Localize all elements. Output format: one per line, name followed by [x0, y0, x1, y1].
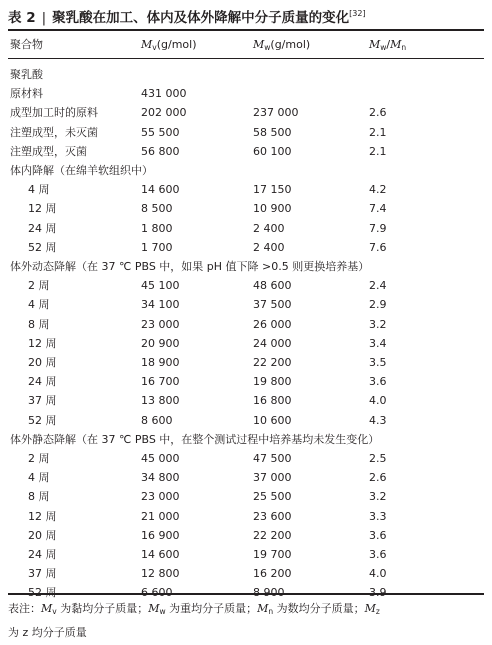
cell-mv: 13 800 [141, 394, 180, 408]
header-ratio-sub2: n [401, 43, 407, 52]
cell-mv: 18 900 [141, 356, 180, 369]
cell-ratio: 3.6 [369, 548, 387, 561]
cell-ratio: 2.1 [369, 125, 387, 139]
title-text: 聚乳酸在加工、体内及体外降解中分子质量的变化 [52, 10, 350, 26]
cell-ratio: 3.6 [369, 528, 387, 542]
header-ratio-sym1: M [369, 38, 381, 51]
cell-label: 24 周 [28, 375, 57, 389]
cell-mv: 45 100 [141, 279, 180, 293]
cell-label: 4 周 [28, 183, 50, 197]
header-mv-unit: (g/mol) [156, 38, 197, 51]
cell-label: 24 周 [28, 548, 57, 561]
cell-mv: 1 700 [141, 240, 173, 254]
header-mv-sub: v [152, 43, 157, 52]
note-mw-symbol: M [148, 602, 160, 615]
cell-mv: 14 600 [141, 548, 180, 561]
table-title [8, 6, 366, 26]
cell-label: 20 周 [28, 356, 57, 369]
cell-mv: 16 700 [141, 375, 180, 389]
header-mv-symbol: M [141, 38, 153, 51]
cell-mw: 237 000 [253, 106, 299, 120]
cell-mv: 56 800 [141, 144, 180, 158]
note-mn-sub: n [268, 607, 274, 616]
title-reference: [32] [349, 9, 366, 18]
cell-label: 20 周 [28, 528, 57, 542]
cell-ratio: 3.6 [369, 375, 387, 389]
cell-ratio: 2.1 [369, 144, 387, 158]
cell-mv: 8 600 [141, 413, 173, 427]
cell-ratio: 3.4 [369, 336, 387, 350]
cell-mw: 10 600 [253, 413, 292, 427]
note-mv-symbol: M [41, 602, 53, 615]
table-number: 表 2 [8, 10, 36, 26]
header-mw-unit: (g/mol) [270, 38, 311, 51]
table-note [8, 598, 484, 643]
cell-label: 24 周 [28, 221, 57, 235]
cell-label: 8 周 [28, 490, 50, 504]
note-mz-symbol: M [364, 602, 376, 615]
cell-mv: 16 900 [141, 528, 180, 542]
cell-mv: 202 000 [141, 106, 187, 120]
cell-mw: 2 400 [253, 240, 285, 254]
cell-ratio: 3.2 [369, 490, 387, 504]
header-ratio [369, 33, 406, 59]
cell-mv: 23 000 [141, 317, 180, 331]
cell-label: 4 周 [28, 298, 50, 312]
cell-ratio: 2.6 [369, 106, 387, 120]
cell-mw: 37 500 [253, 298, 292, 312]
cell-label: 37 周 [28, 394, 57, 408]
header-mw-symbol: M [253, 38, 265, 51]
cell-label: 注塑成型，未灭菌 [10, 125, 98, 139]
cell-mv: 431 000 [141, 87, 187, 101]
cell-ratio: 2.5 [369, 452, 387, 465]
cell-mw: 60 100 [253, 144, 292, 158]
cell-label: 原材料 [10, 87, 43, 101]
header-ratio-sub1: w [380, 43, 387, 52]
cell-label: 12 周 [28, 509, 57, 523]
cell-mw: 37 000 [253, 471, 292, 485]
cell-label: 体外动态降解（在 37 ℃ PBS 中，如果 pH 值下降 >0.5 则更换培养基） [10, 260, 370, 273]
cell-mv: 45 000 [141, 452, 180, 465]
header-rule [8, 58, 484, 59]
cell-mw: 48 600 [253, 279, 292, 293]
cell-mw: 17 150 [253, 183, 292, 197]
note-mz-text: 为 z 均分子质量 [8, 626, 87, 639]
cell-ratio: 3.2 [369, 317, 387, 331]
header-ratio-slash: / [386, 38, 391, 51]
cell-ratio: 2.6 [369, 471, 387, 485]
cell-mv: 55 500 [141, 125, 180, 139]
cell-label: 成型加工时的原料 [10, 106, 98, 120]
bottom-rule [8, 593, 484, 595]
header-mw-sub: w [264, 43, 271, 52]
table-header [8, 33, 484, 56]
cell-mv: 34 100 [141, 298, 180, 312]
cell-mv: 21 000 [141, 509, 180, 523]
header-ratio-sym2: M [390, 38, 402, 51]
cell-ratio: 3.3 [369, 509, 387, 523]
cell-mv: 12 800 [141, 567, 180, 581]
cell-mw: 10 900 [253, 202, 292, 216]
cell-ratio: 7.9 [369, 221, 387, 235]
cell-ratio: 2.4 [369, 279, 387, 293]
top-rule [8, 29, 484, 31]
cell-mw: 25 500 [253, 490, 292, 504]
cell-mv: 1 800 [141, 221, 173, 235]
cell-mw: 47 500 [253, 452, 292, 465]
cell-mv: 23 000 [141, 490, 180, 504]
cell-mw: 22 200 [253, 528, 292, 542]
cell-label: 体外静态降解（在 37 ℃ PBS 中，在整个测试过程中培养基均未发生变化） [10, 432, 380, 446]
cell-label: 4 周 [28, 471, 50, 485]
cell-mw: 26 000 [253, 317, 292, 331]
note-mw-sub: w [159, 607, 166, 616]
note-mw-text: 为重均分子质量； [165, 602, 258, 615]
note-prefix: 表注： [8, 602, 41, 615]
note-mz-sub: z [375, 607, 380, 616]
note-mn-symbol: M [257, 602, 269, 615]
cell-label: 12 周 [28, 336, 57, 350]
cell-label: 37 周 [28, 567, 57, 581]
header-polymer: 聚合物 [10, 38, 43, 51]
cell-ratio: 4.3 [369, 413, 387, 427]
cell-mw: 16 200 [253, 567, 292, 581]
cell-ratio: 3.5 [369, 356, 387, 369]
cell-mw: 19 700 [253, 548, 292, 561]
cell-ratio: 4.0 [369, 394, 387, 408]
note-mv-sub: v [52, 607, 57, 616]
note-mv-text: 为黏均分子质量； [56, 602, 149, 615]
cell-label: 52 周 [28, 413, 57, 427]
cell-mv: 8 500 [141, 202, 173, 216]
cell-mw: 24 000 [253, 336, 292, 350]
cell-mv: 20 900 [141, 336, 180, 350]
cell-label: 12 周 [28, 202, 57, 216]
cell-label: 聚乳酸 [10, 68, 43, 81]
cell-mv: 34 800 [141, 471, 180, 485]
cell-ratio: 7.6 [369, 240, 387, 254]
cell-label: 体内降解（在绵羊软组织中） [10, 164, 153, 177]
cell-label: 52 周 [28, 240, 57, 254]
cell-ratio: 4.0 [369, 567, 387, 581]
cell-label: 注塑成型，灭菌 [10, 144, 87, 158]
header-mv [141, 33, 197, 59]
cell-label: 2 周 [28, 452, 50, 465]
cell-mv: 14 600 [141, 183, 180, 197]
cell-mw: 16 800 [253, 394, 292, 408]
cell-ratio: 7.4 [369, 202, 387, 216]
cell-mw: 2 400 [253, 221, 285, 235]
cell-ratio: 4.2 [369, 183, 387, 197]
cell-mw: 23 600 [253, 509, 292, 523]
cell-mw: 19 800 [253, 375, 292, 389]
cell-mw: 58 500 [253, 125, 292, 139]
header-mw [253, 33, 310, 59]
cell-label: 2 周 [28, 279, 50, 293]
title-separator: | [41, 10, 47, 26]
cell-mw: 22 200 [253, 356, 292, 369]
cell-label: 8 周 [28, 317, 50, 331]
cell-ratio: 2.9 [369, 298, 387, 312]
note-mn-text: 为数均分子质量； [273, 602, 365, 615]
